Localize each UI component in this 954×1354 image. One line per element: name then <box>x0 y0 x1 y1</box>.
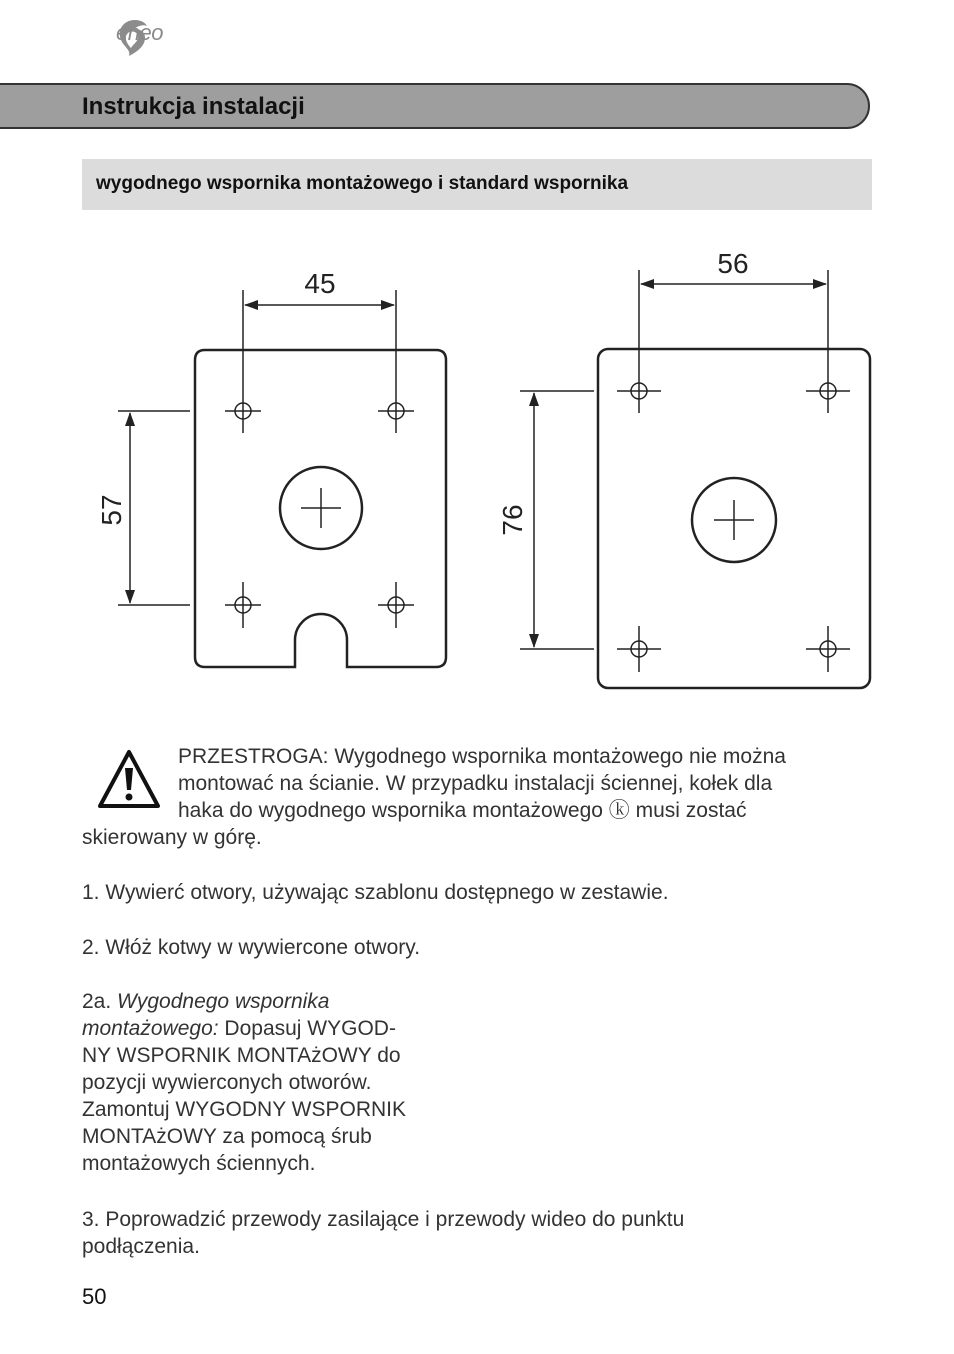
right-height-label: 76 <box>497 504 528 536</box>
warning-text: PRZESTROGA: Wygodnego wspornika montażowego nie można montować na ścianie. W przypadku instalacji ściennej, kołek dla haka do wygodnego wspornika montażowego ⓚ musi zostać <box>178 745 786 822</box>
page-title: Instrukcja instalacji <box>82 93 305 120</box>
right-plate-hole <box>806 626 850 672</box>
warning-triangle-icon <box>96 748 162 810</box>
left-plate-hole <box>225 582 261 628</box>
warning-text-tail: skierowany w górę. <box>82 826 262 849</box>
left-plate-hole <box>225 290 261 433</box>
right-plate-hole <box>617 270 661 413</box>
left-plate-hole <box>378 290 414 433</box>
step-1: 1. Wywierć otwory, używając szablonu dostępnego w zestawie. <box>82 881 669 904</box>
brand-name: eneo <box>116 20 163 45</box>
right-width-label: 56 <box>717 248 749 279</box>
section-title: wygodnego wspornika montażowego i standard wspornika <box>96 173 629 194</box>
mounting-diagram <box>0 230 954 710</box>
left-height-label: 57 <box>96 494 127 526</box>
step-3: 3. Poprowadzić przewody zasilające i przewody wideo do punktu podłączenia. <box>82 1208 685 1258</box>
left-plate-hole <box>378 582 414 628</box>
left-width-label: 45 <box>304 268 336 299</box>
step-2: 2. Włóż kotwy w wywiercone otwory. <box>82 936 421 959</box>
page-number: 50 <box>82 1284 107 1309</box>
step-2a: 2a. Wygodnego wspornika montażowego: Dopasuj WYGOD- NY WSPORNIK MONTAżOWY do pozycji wywierconych otworów. Zamontuj WYGODNY WSPORNIK MONTAżOWY za pomocą śrub montażowych ściennych. <box>82 990 407 1175</box>
right-plate-hole <box>617 626 661 672</box>
right-plate-hole <box>806 270 850 413</box>
